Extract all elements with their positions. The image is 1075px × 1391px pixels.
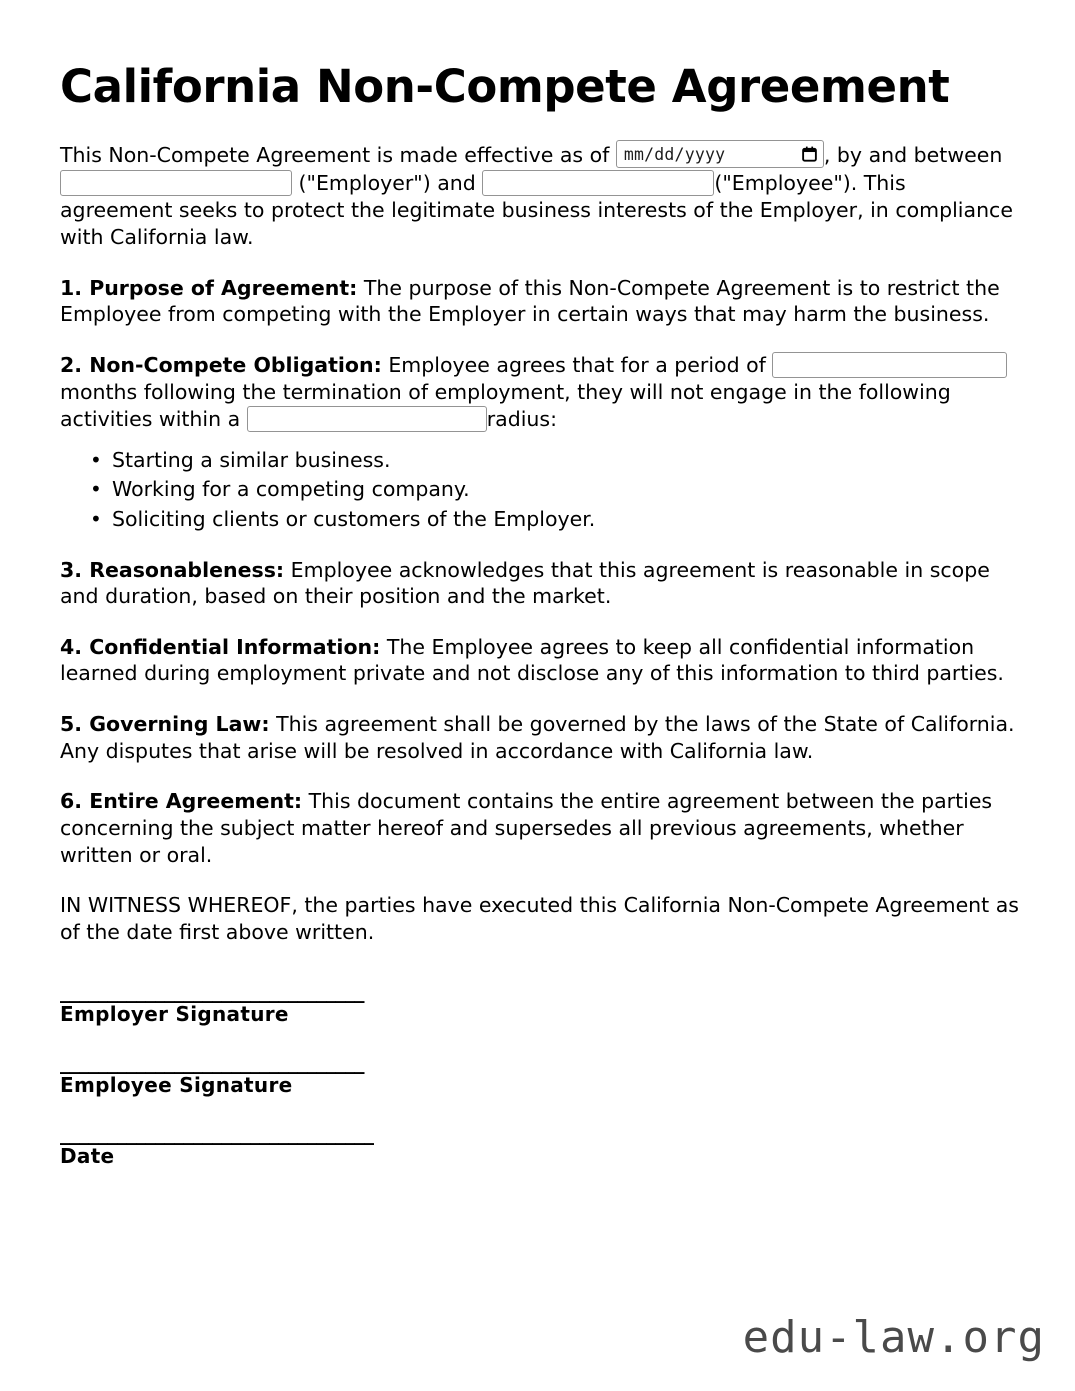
section-governing-law [60, 711, 1020, 764]
date-signature-label: Date [60, 1143, 115, 1168]
months-period-input[interactable] [772, 352, 1007, 378]
section-noncompete-body-2: months following the termination of employment, they will not engage in the following activities within a [60, 379, 951, 431]
employer-signature-line[interactable]: ________________________________ [60, 978, 364, 1003]
section-noncompete-label: 2. Non-Compete Obligation: [60, 352, 382, 377]
section-entire-agreement [60, 788, 1020, 868]
page-title: California Non-Compete Agreement [60, 60, 950, 113]
section-governing-law-label: 5. Governing Law: [60, 712, 270, 737]
calendar-icon[interactable] [802, 146, 817, 162]
section-entire-agreement-label: 6. Entire Agreement: [60, 789, 303, 814]
list-item: • Starting a similar business. [112, 447, 1020, 474]
restricted-activities-list [60, 447, 1020, 533]
section-reasonableness-label: 3. Reasonableness: [60, 557, 285, 582]
section-entire-agreement-body: This document contains the entire agreement between the parties concerning the subject matter hereof and supersedes all previous agreements, whether written or oral. [60, 789, 993, 867]
date-signature-group [60, 1120, 1020, 1169]
section-confidential-information [60, 634, 1020, 687]
section-governing-law-body: This agreement shall be governed by the laws of the State of California. Any disputes that arise will be resolved in accordance with California law. [60, 712, 1015, 763]
employee-signature-group [60, 1049, 1020, 1098]
employee-signature-line[interactable]: ________________________________ [60, 1049, 364, 1074]
section-purpose-body: The purpose of this Non-Compete Agreement is to restrict the Employee from competing with the Employer in certain ways that may harm the business. [60, 275, 1000, 327]
intro-paragraph [60, 142, 1020, 250]
section-confidential-body: The Employee agrees to keep all confidential information learned during employment private and not disclose any of this information to third parties. [60, 634, 1004, 686]
site-watermark: edu-law.org [742, 1312, 1045, 1363]
witness-paragraph: IN WITNESS WHEREOF, the parties have executed this California Non-Compete Agreement as of the date first above written. [60, 893, 1019, 944]
list-item: • Soliciting clients or customers of the Employer. [112, 506, 1020, 533]
radius-input[interactable] [247, 406, 487, 432]
section-purpose [60, 275, 1020, 328]
section-noncompete-body-1: Employee agrees that for a period of [388, 352, 766, 377]
employer-signature-label: Employer Signature [60, 1001, 289, 1026]
list-item: • Working for a competing company. [112, 476, 1020, 503]
section-noncompete-obligation [60, 352, 1020, 433]
employer-tag-label: ("Employer") and [298, 171, 476, 196]
section-confidential-label: 4. Confidential Information: [60, 634, 381, 659]
date-signature-line[interactable]: _________________________________ [60, 1120, 374, 1145]
section-noncompete-body-3: radius: [486, 406, 558, 431]
employer-name-input[interactable] [60, 170, 292, 196]
section-purpose-label: 1. Purpose of Agreement: [60, 275, 358, 300]
employee-signature-label: Employee Signature [60, 1072, 293, 1097]
effective-date-placeholder: mm/dd/yyyy [623, 144, 726, 164]
effective-date-input[interactable] [616, 140, 824, 168]
employee-tag-label: ("Employee"). This [714, 171, 906, 196]
employee-name-input[interactable] [482, 170, 714, 196]
employer-signature-group [60, 978, 1020, 1027]
section-reasonableness [60, 557, 1020, 610]
document-body [60, 62, 1020, 1195]
intro-text-tail: agreement seeks to protect the legitimate business interests of the Employer, in compliance with California law. [60, 198, 1013, 250]
intro-text-before-date: This Non-Compete Agreement is made effective as of [60, 143, 610, 168]
intro-text-after-date: , by and between [823, 143, 1003, 168]
section-reasonableness-body: Employee acknowledges that this agreement is reasonable in scope and duration, based on their position and the market. [60, 557, 990, 609]
signature-block [60, 978, 1020, 1169]
